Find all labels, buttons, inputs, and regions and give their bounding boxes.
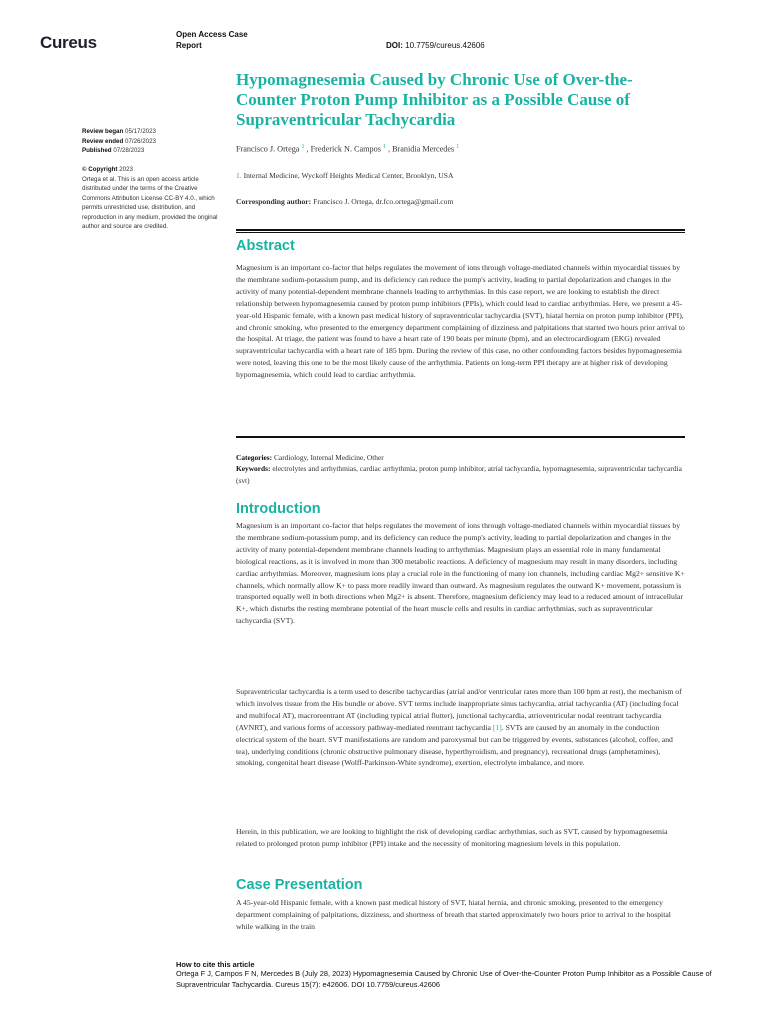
journal-logo: Cureus: [40, 33, 97, 52]
author-affiliation-mark: 1: [382, 144, 386, 150]
doi-label: DOI:: [386, 41, 403, 50]
introduction-paragraph: [236, 686, 686, 769]
author-name[interactable]: Frederick N. Campos: [310, 144, 381, 154]
corresponding-label: Corresponding author:: [236, 197, 312, 206]
author-list: Francisco J. Ortega $^1$ , Frederick N. Campos $^1$ , Branidia Mercedes $^1$: [236, 144, 460, 154]
affiliation: [236, 171, 453, 180]
article-type: [176, 29, 276, 51]
corresponding-text[interactable]: Francisco J. Ortega, dr.fco.ortega@gmail.com: [313, 197, 454, 206]
review-dates: [82, 127, 222, 156]
review-ended-label: Review ended: [82, 137, 124, 145]
author-name[interactable]: Francisco J. Ortega: [236, 144, 300, 154]
affiliation-number: 1.: [236, 171, 242, 180]
author-name[interactable]: Branidia Mercedes: [392, 144, 455, 154]
review-began: [82, 127, 222, 137]
author-affiliation-mark: 1: [456, 144, 460, 150]
published-label: Published: [82, 147, 112, 154]
author-affiliation-mark: 1: [301, 144, 305, 150]
copyright-label: © Copyright: [82, 166, 118, 173]
section-divider: [236, 229, 685, 231]
article-title: Hypomagnesemia Caused by Chronic Use of Over-the-Counter Proton Pump Inhibitor as a Possible Cause of Supraventricular Tachycardia: [236, 70, 633, 129]
introduction-paragraph: Herein, in this publication, we are looking to highlight the risk of developing cardiac arrhythmias, such as SVT, caused by hypomagnesemia related to prolonged proton pump inhibitor (PPI) intake and the necessity of monitoring magnesium levels in this population.: [236, 827, 668, 848]
abstract-text: Magnesium is an important co-factor that helps regulates the movement of ions through voltage-mediated channels within myocardial tissues by the membrane sodium-potassium pump, and its deficiency can reduce the pump's activity, leading to partial depolarization and changes in the activity of many potential-dependent membrane channels leading to arrhythmias. In this case report, we are looking to establish the direct relationship between hypomagnesemia caused by proton pump inhibitors (PPIs), which could lead to cardiac arrhythmias. Here, we present a 45-year-old Hispanic female, with a known past medical history of supraventricular tachycardia (SVT), hiatal hernia on proton pump inhibitor (PPI), and chronic smoking, who presented to the emergency department complaining of dizziness and palpitations that started two hours prior arrival to the hospital. At triage, the patient was found to have a heart rate of 190 beats per minute (bpm), and an electrocardiogram (EKG) revealed supraventricular tachycardia with a heart rate of 185 bpm. During the review of this case, no other confounding factors besides hypomagnesemia were noted, leaving this one to be the most likely cause of the arrhythmia. Patients on long-term PPI therapy are at higher risk of developing hypomagnesemia, which could lead to cardiac arrhythmia.: [236, 263, 685, 380]
citation-text: Ortega F J, Campos F N, Mercedes B (July 28, 2023) Hypomagnesemia Caused by Chronic Use of Over-the-Counter Proton Pump Inhibitor as a Possible Cause of Supraventricular Tachycardia. Cureus 15(7): e42606. DOI 10.7759/cureus.42606: [176, 969, 712, 989]
case-paragraph: A 45-year-old Hispanic female, with a known past medical history of SVT, hiatal hernia, and chronic smoking, presented to the emergency department complaining of palpitations, dizziness, and shortness of breath that started approximately two hours prior to arrival to the hospital while walking in the train: [236, 898, 671, 931]
paragraph-text: Supraventricular tachycardia is a term used to describe tachycardias (atrial and/or ventricular rates more than 100 bpm at rest), the mechanism of which involves tissue from the His bundle or above. SVT terms include inappropriate sinus tachycardia, atrial tachycardia (AT) (including focal and multifocal AT), macroreentrant AT (including typical atrial flutter), junctional tachycardia, atrioventricular nodal reentrant tachycardia (AVNRT), and various forms of accessory pathway-mediated reentrant tachycardia: [236, 687, 682, 732]
section-divider: [236, 436, 685, 438]
published-date: 07/28/2023: [113, 147, 145, 154]
article-type-line1: Open Access Case: [176, 30, 248, 39]
doi: [386, 41, 485, 50]
article-type-line2: Report: [176, 41, 202, 50]
case-presentation-heading: Case Presentation: [236, 877, 363, 893]
categories: [236, 452, 686, 464]
copyright-block: [82, 165, 222, 232]
affiliation-text: Internal Medicine, Wyckoff Heights Medical Center, Brooklyn, USA: [243, 171, 454, 180]
review-began-date: 05/17/2023: [125, 128, 156, 135]
review-began-label: Review began: [82, 128, 124, 135]
keywords-label: Keywords:: [236, 464, 271, 473]
abstract-heading: Abstract: [236, 238, 295, 254]
corresponding-author: [236, 197, 453, 206]
categories-label: Categories:: [236, 453, 273, 462]
paragraph-text: . SVTs are caused by an anomaly in the conduction electrical system of the heart. SVT manifestations are random and paroxysmal but can be triggered by events, substances (alcohol, coffee, and tea), underlying conditions (chronic obstructive pulmonary disease, hyperthyroidism, and pregnancy), recreational drugs (amphetamines), smoking, congenital heart disease (Wolff-Parkinson-White syndrome), exertion, electrolyte imbalance, and more.: [236, 722, 673, 768]
review-ended: [82, 137, 222, 147]
license-text: Ortega et al. This is an open access article distributed under the terms of the Creative Commons Attribution License CC-BY 4.0., which permits unrestricted use, distribution, and reproduction in any medium, provided the original author and source are credited.: [82, 175, 218, 230]
doi-link[interactable]: 10.7759/cureus.42606: [405, 41, 485, 50]
keywords: [236, 463, 686, 486]
copyright-year: 2023: [119, 166, 133, 173]
published: [82, 146, 222, 156]
citation-link[interactable]: [1]: [492, 722, 502, 732]
review-ended-date: 07/26/2023: [125, 137, 156, 145]
copyright: [82, 165, 222, 175]
introduction-heading: Introduction: [236, 501, 321, 517]
introduction-paragraph: Magnesium is an important co-factor that helps regulates the movement of ions through voltage-mediated channels within myocardial tissues by the membrane sodium-potassium pump, and its deficiency can reduce the pump's activity, leading to partial depolarization and changes in the activity of many potential-dependent membrane channels leading to arrhythmias. Magnesium plays an essential role in many fundamental biological reactions, as it is involved in more than 300 metabolic reactions. A deficiency of magnesium may result in many disorders, including cardiac arrhythmias. Moreover, magnesium ions play a crucial role in the functioning of many ion channels, including cardiac Mg2+ sensitive K+ channels, which normally allow K+ to pass more readily inward than outward. As magnesium regulates the outward K+ movement, potassium is transported equally well in both directions when Mg2+ is absent. Therefore, magnesium deficiency may lead to a reduced amount of intracellular K+, which disturbs the resting membrane potential of the heart muscle cells and results in cardiac arrhythmias, such as supraventricular tachycardia (SVT).: [236, 521, 685, 626]
keywords-text[interactable]: electrolytes and arrhythmias, cardiac arrhythmia, proton pump inhibitor, atrial tachycardia, hypomagnesemia, supraventricular tachycardia (svt): [236, 464, 682, 485]
section-divider: [236, 232, 685, 233]
citation-heading: How to cite this article: [176, 960, 255, 969]
categories-text[interactable]: Cardiology, Internal Medicine, Other: [273, 453, 384, 462]
